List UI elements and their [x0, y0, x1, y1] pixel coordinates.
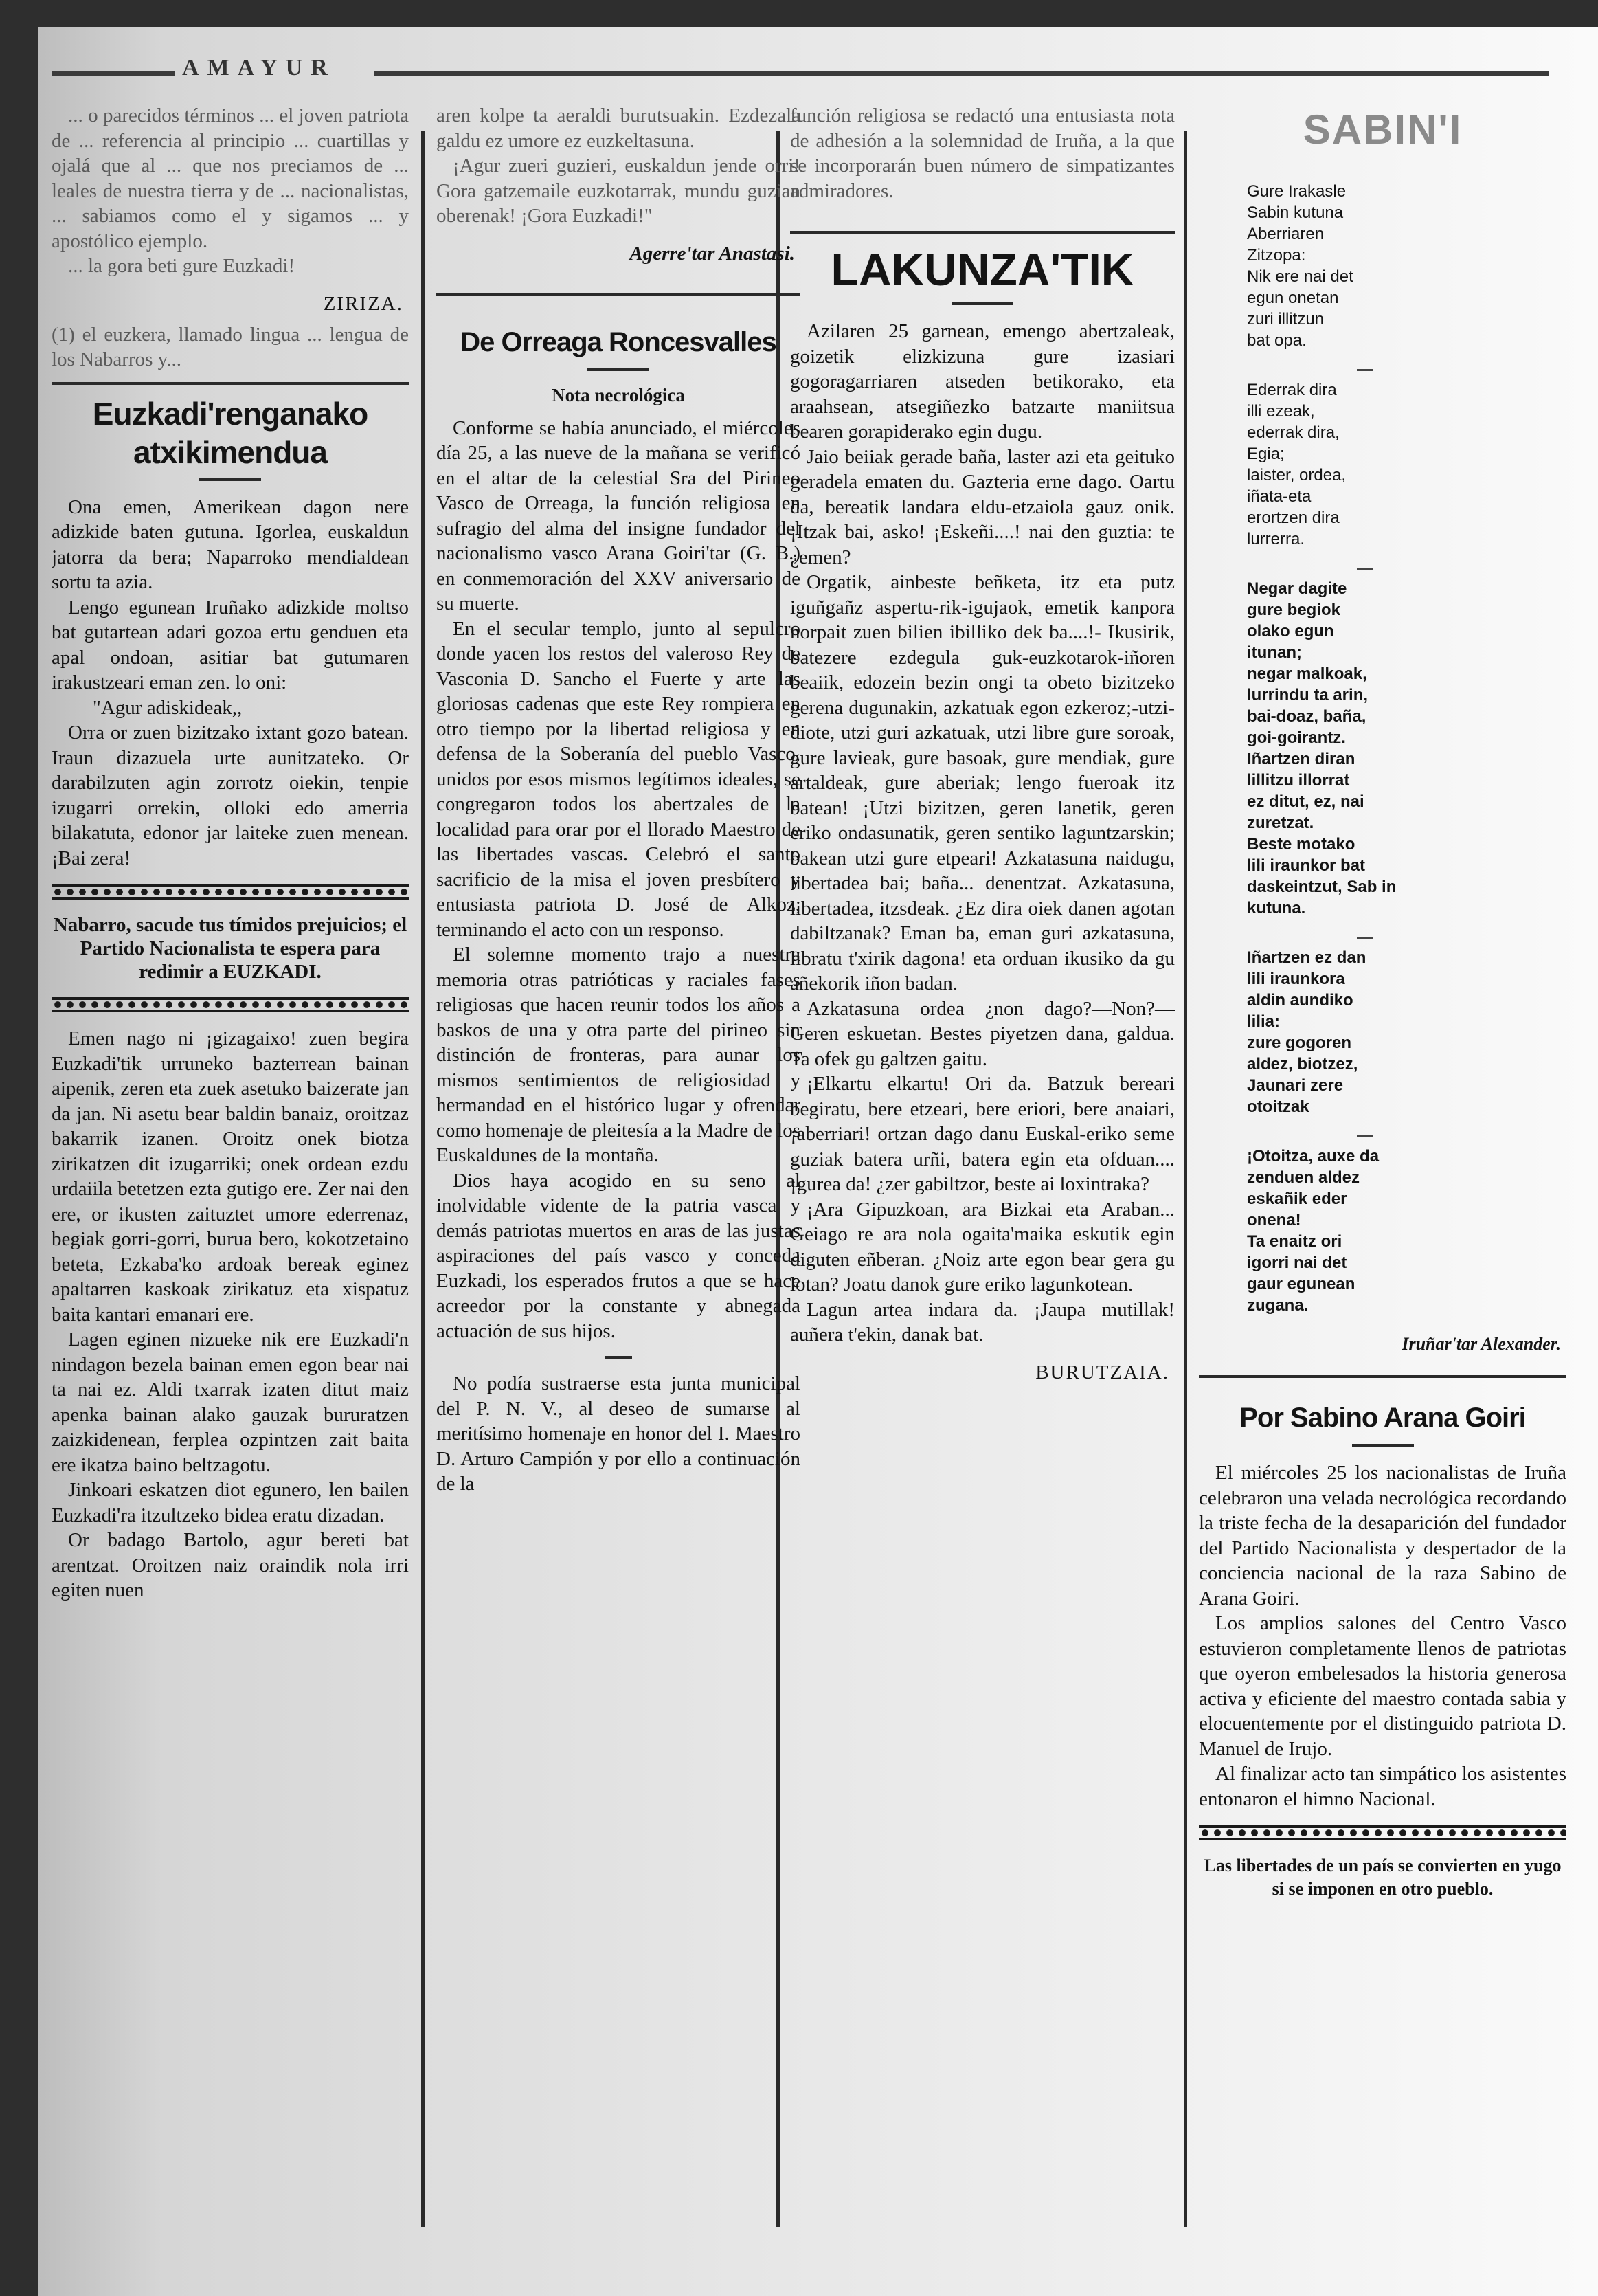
- paragraph: Conforme se había anunciado, el miércoles día 25, a las nueve de la mañana se verificó en el altar de la celestial Sra del Pirineo Vasco de Orreaga, la función religiosa en sufragio del alma del insigne fundador del nacionalismo vasco Arana Goiri'tar (G. B.) en conmemoración del XXV aniversario de su muerte.: [436, 416, 800, 614]
- paragraph: función religiosa se redactó una entusiasta nota de adhesión a la solemnidad de Iruña, a la que se incorporarán buen número de simpatizantes admiradores.: [790, 104, 1175, 202]
- paragraph: Los amplios salones del Centro Vasco estuvieron completamente llenos de patriotas que oyeron embelesados la historia generosa activa y eficiente del maestro contada sabia y elocuentemente por el distinguido patriota D. Manuel de Irujo.: [1199, 1612, 1566, 1760]
- poem-line: illi ezeak,: [1247, 402, 1315, 421]
- poem-line: lurrerra.: [1247, 530, 1305, 548]
- article-subhead: Nota necrológica: [552, 384, 685, 405]
- paragraph: No podía sustraerse esta junta municipal del P. N. V., al deseo de sumarse al meritísimo homenaje en honor del I. Maestro D. Arturo Campión y por ello a continuación de la: [436, 1372, 800, 1495]
- poem-line: lili iraunkor bat: [1247, 856, 1366, 875]
- stanza-dash: [1357, 1135, 1373, 1137]
- poem-stanza: [1199, 181, 1566, 351]
- poem-line: negar malkoak,: [1247, 665, 1367, 683]
- paragraph: Al finalizar acto tan simpático los asistentes entonaron el himno Nacional.: [1199, 1763, 1566, 1810]
- paragraph: Orgatik, ainbeste beñketa, itz eta putz iguñgañz aspertu-rik-igujaok, emetik kanpora norpait zuen bilien ibilliko dek ba....!- Ikusirik, batezere ezdegula guk-euzkotarok-iñoren beaiik, edozein bezin ongi ta obeto bizitzeko gerena dugunakin, azkatuak egon ezkeroz;-utzi-diote, utzi guri azkatuak, utzi libre gure soroak, gure lavieak, gure basoak, gure mendiak, gure artaldeak, gure aberiak; lengo fueroak itz batean! ¡Utzi bizitzen, geren lanetik, geren eriko ondasunatik, geren sentiko laguntzarskin; bakean utzi gure etpeari! Azkatasuna naidugu, libertadea bai; baña... denentzat. Azkatasuna, libertadea, itzsdeak. ¿Ez dira oiek danen agotan dabiltzanak? Eman ba, eman guri azkatasuna, libratu t'xirik dagona! eta orduan ikusiko da gu añekorik iñon badan.: [790, 571, 1175, 994]
- article-headline: Euzkadi'renganako atxikimendua: [92, 395, 368, 470]
- poem-line: bai-doaz, baña,: [1247, 707, 1366, 726]
- article-headline: De Orreaga Roncesvalles: [460, 326, 776, 357]
- masthead-rule-left: [52, 71, 175, 76]
- poem-line: ez ditut, ez, nai: [1247, 792, 1364, 811]
- column-3: [790, 103, 1175, 2275]
- column-2: [436, 103, 800, 2275]
- section-rule: [436, 293, 800, 296]
- headline-rule: [1352, 1444, 1414, 1447]
- section-rule: [790, 231, 1175, 234]
- paragraph: El solemne momento trajo a nuestra memoria otras patrióticas y raciales fases religiosas que hacen reunir todos los años a baskos de una y otra parte del pirineo sin distinción de fronteras, para aunar los mismos sentimientos de religiosidad y hermandad en el histórico lugar y ofrendar como homenaje de pleitesía a la Madre de los Euskaldunes de la montaña.: [436, 944, 800, 1166]
- paragraph: El miércoles 25 los nacionalistas de Iruña celebraron una velada necrológica recordando la triste fecha de la desaparición del fundador del Partido Nacionalista y despertador de la conciencia nacional de la raza Sabino de Arana Goiri.: [1199, 1462, 1566, 1609]
- ornament-divider: [52, 997, 409, 1012]
- poem-line: zuretzat.: [1247, 814, 1314, 832]
- poem-line: aldin aundiko: [1247, 991, 1353, 1010]
- headline-rule: [952, 302, 1013, 305]
- poem-line: zuri illitzun: [1247, 310, 1325, 328]
- article-headline: LAKUNZA'TIK: [831, 244, 1134, 295]
- poem-line: Nik ere nai det: [1247, 267, 1353, 286]
- newspaper-page: [38, 27, 1598, 2296]
- poem-line: erortzen dira: [1247, 509, 1340, 527]
- poem-line: Aberriaren: [1247, 225, 1325, 243]
- poem-line: Ederrak dira: [1247, 381, 1337, 399]
- poem-line: aldez, biotzez,: [1247, 1055, 1358, 1073]
- column-1: [52, 103, 409, 2275]
- poem-line: Zitzopa:: [1247, 246, 1306, 265]
- ornament-divider: [1199, 1825, 1566, 1840]
- poem-line: iñata-eta: [1247, 487, 1312, 506]
- section-rule: [52, 382, 409, 385]
- poem-line: zenduen aldez: [1247, 1168, 1360, 1187]
- stanza-dash: [1357, 937, 1373, 939]
- poem-stanza: [1199, 1146, 1566, 1316]
- ornament-divider: [52, 884, 409, 900]
- poem-line: gaur egunean: [1247, 1275, 1355, 1293]
- motto: Las libertades de un país se convierten en yugo si se imponen en otro pueblo.: [1204, 1855, 1562, 1899]
- paragraph: Lengo egunean Iruñako adizkide moltso bat gutartean adari gozoa ertu genduen eta apal ondoan, asitiar bat gutumaren irakustzeari eman zen. lo oni:: [52, 596, 409, 693]
- paragraph: Azkatasuna ordea ¿non dago?—Non?—Geren eskuetan. Bestes piyetzen dana, galdua. Ta ofek gu galtzen gaitu.: [790, 997, 1175, 1070]
- poem-stanza: [1199, 578, 1566, 919]
- paragraph: Lagun artea indara da. ¡Jaupa mutillak! auñera t'ekin, danak bat.: [790, 1298, 1175, 1346]
- paragraph: En el secular templo, junto al sepulcro donde yacen los restos del valeroso Rey de Vasconia D. Sancho el Fuerte y arte las gloriosas cadenas que este Rey rompiera en otro tiempo por la libertad religiosa y en defensa de la Soberanía del pueblo Vasco, unidos por esos mismos legítimos ideales, se congregaron todos los abertzales de la localidad para orar por el llorado Maestro de las libertades vascas. Celebró el santo sacrificio de la misa el joven presbítero y entusiasta patriota D. José de Alkoz, terminando el acto con un responso.: [436, 617, 800, 941]
- paragraph: ¡Elkartu elkartu! Ori da. Batzuk bereari begiratu, bere etzeari, bere eriori, bere anaiari, ¡aberriari! ortzan dago danu Euskal-eriko seme guziak batera urñi, batera egin eta ofduan....¡gurea da! ¿zer gabiltzor, beste ai loxintraka?: [790, 1073, 1175, 1195]
- poem-title: SABIN'I: [1303, 107, 1463, 153]
- stanza-dash: [1357, 568, 1373, 570]
- poem-line: Jaunari zere: [1247, 1076, 1344, 1095]
- poem-line: goi-goirantz.: [1247, 728, 1346, 747]
- paragraph: Or badago Bartolo, agur bereti bat arentzat. Oroitzen naiz oraindik nola irri egiten nuen: [52, 1529, 409, 1601]
- signature: ZIRIZA.: [323, 292, 403, 315]
- column-4: [1199, 103, 1566, 2275]
- poem-line: itunan;: [1247, 643, 1302, 662]
- poem-line: lilia:: [1247, 1012, 1281, 1031]
- poem-line: onena!: [1247, 1211, 1301, 1229]
- poem-line: Egia;: [1247, 445, 1285, 463]
- poem-line: Iñartzen diran: [1247, 750, 1355, 768]
- poem-line: otoitzak: [1247, 1097, 1309, 1116]
- headline-rule: [199, 478, 261, 481]
- paragraph: Ona emen, Amerikean dagon nere adizkide baten gutuna. Igorlea, euskaldun jatorra da bera; Naparroko mendialdean sortu ta azia.: [52, 495, 409, 593]
- paragraph: Dios haya acogido en su seno al inolvidable vidente de la patria vasca y demás patriotas muertos en aras de las justas aspiraciones del país vasco y conceda Euzkadi, los esperados frutos a que se hace acreedor por la constante y abnegada actuación de sus hijos.: [436, 1169, 800, 1342]
- headline-rule: [587, 368, 649, 371]
- poem-line: lili iraunkora: [1247, 970, 1345, 988]
- poem-line: eskañik eder: [1247, 1190, 1347, 1208]
- poem-line: olako egun: [1247, 622, 1334, 640]
- article-headline: Por Sabino Arana Goiri: [1239, 1403, 1526, 1433]
- paragraph: ¡Agur zueri guzieri, euskaldun jende orri! Gora gatzemaile euzkotarrak, mundu guzian oberenak! ¡Gora Euzkadi!": [436, 155, 800, 227]
- poem-line: Negar dagite: [1247, 579, 1347, 598]
- signature: Iruñar'tar Alexander.: [1402, 1334, 1561, 1354]
- poem-line: ¡Otoitza, auxe da: [1247, 1147, 1380, 1166]
- footnote: (1) el euzkera, llamado lingua ... lengua de los Nabarros y...: [52, 323, 409, 370]
- paragraph: Azilaren 25 garnean, emengo abertzaleak, goizetik elizkizuna gure izasiari gogoragarriaren atseden betikorako, eta araahsean, atsegiñezko batzarte maniitsua bearen gorapiderako egin dugu.: [790, 320, 1175, 443]
- poem-line: Beste motako: [1247, 835, 1355, 854]
- poem-line: laister, ordea,: [1247, 466, 1347, 484]
- paragraph: Jinkoari eskatzen diot egunero, len bailen Euzkadi'ra itzultzeko bidea eratu dizadan.: [52, 1479, 409, 1526]
- masthead: [52, 55, 1549, 82]
- masthead-rule-right: [374, 71, 1549, 76]
- poem-line: daskeintzut, Sab in: [1247, 878, 1397, 896]
- paragraph: Orra or zuen bizitzako ixtant gozo batean. Iraun dizazuela urte aunitzateko. Or darabilzuten agin zorrotz oiekin, tenpie izugarri orrekin, olloki edo amerria bilakatuta, edonor jar laiteke zuen menean. ¡Bai zera!: [52, 722, 409, 869]
- poem-line: igorri nai det: [1247, 1253, 1347, 1272]
- section-rule: [1199, 1375, 1566, 1378]
- poem-line: zugana.: [1247, 1296, 1309, 1315]
- paragraph: Jaio beiiak gerade baña, laster azi eta geituko geradela ematen du. Gazteria erne dago. Oartu da, bereatik landara eldu-etzaiola gauz onik. ¡Itzak bai, asko! ¡Eskeñi....! nai den guztia: te ¿emen?: [790, 445, 1175, 568]
- stanza-dash: [1357, 369, 1373, 371]
- column-divider: [1184, 131, 1187, 2227]
- poem-line: Gure Irakasle: [1247, 182, 1347, 201]
- poem-line: Ta enaitz ori: [1247, 1232, 1342, 1251]
- separator: [605, 1356, 632, 1359]
- paragraph: Lagen eginen nizueke nik ere Euzkadi'n nindagon bezela bainan emen egon bear nai ta nai ez. Aldi txarrak izaten ditut maiz apenka bainan alako gauzak bururatzen zaizkidenean, ferplea ozpintzen zait baita ere ikatza baino beltzagotu.: [52, 1328, 409, 1476]
- poem-line: egun onetan: [1247, 289, 1339, 307]
- poem-line: zure gogoren: [1247, 1034, 1352, 1052]
- paragraph: ¡Ara Gipuzkoan, ara Bizkai eta Araban... Geiago re ara nola ogaita'maika eskutik egin diguten eñberan. ¿Noiz arte egon bear gera gu lotan? Joatu danok gure eriko lagunkotean.: [790, 1198, 1175, 1295]
- poem-line: bat opa.: [1247, 331, 1307, 350]
- poem-line: ederrak dira,: [1247, 423, 1340, 442]
- masthead-title: AMAYUR: [182, 55, 336, 80]
- poem-line: Sabin kutuna: [1247, 203, 1344, 222]
- poem-stanza: [1199, 947, 1566, 1117]
- poem-line: kutuna.: [1247, 899, 1306, 917]
- signature: Agerre'tar Anastasi.: [629, 242, 795, 265]
- motto: Nabarro, sacude tus tímidos prejuicios; el Partido Nacionalista te espera para redimir a EUZKADI.: [53, 914, 407, 983]
- poem-line: lurrindu ta arin,: [1247, 686, 1369, 704]
- paragraph: "Agur adiskideak,,: [93, 696, 243, 719]
- paragraph: Emen nago ni ¡gizagaixo! zuen begira Euzkadi'tik urruneko bazterrean bainan aipenik, zeren eta zuek asetuko baizerate jan da jan. Ni asetu bear baldin banaiz, oroitzaz bakarrik izanen. Oroitz onek biotza zirikatzen dit izugarriki; onek ordean ezdu urdaiila betetzen ezta gutigo ere. Zer nai den ere, or ikusten zaituztet umore ederrenaz, begiak gorri-gorri, burua bero, kokotzetaino beteta, Ezkaba'ko ardoak bereak eginez apaltarren kaskoak zirikatuz eta xispatuz baita kantari emanari ere.: [52, 1027, 409, 1326]
- paragraph: ... o parecidos términos ... el joven patriota de ... referencia al principio ... cuartillas y ojalá que al ... que nos preciamos de ... leales de nuestra tierra y de ... nacionalistas, ... sabiamos como el y sigamos ... y apostólico ejemplo.: [52, 104, 409, 252]
- poem-stanza: [1199, 379, 1566, 550]
- poem-line: lillitzu illorrat: [1247, 771, 1350, 790]
- poem-line: Iñartzen ez dan: [1247, 948, 1366, 967]
- paragraph: aren kolpe ta aeraldi burutsuakin. Ezdezala galdu ez umore ez euzkeltasuna.: [436, 104, 800, 152]
- poem-line: gure begiok: [1247, 601, 1341, 619]
- paragraph: ... la gora beti gure Euzkadi!: [68, 255, 295, 277]
- column-divider: [421, 131, 425, 2227]
- signature: BURUTZAIA.: [1035, 1361, 1169, 1383]
